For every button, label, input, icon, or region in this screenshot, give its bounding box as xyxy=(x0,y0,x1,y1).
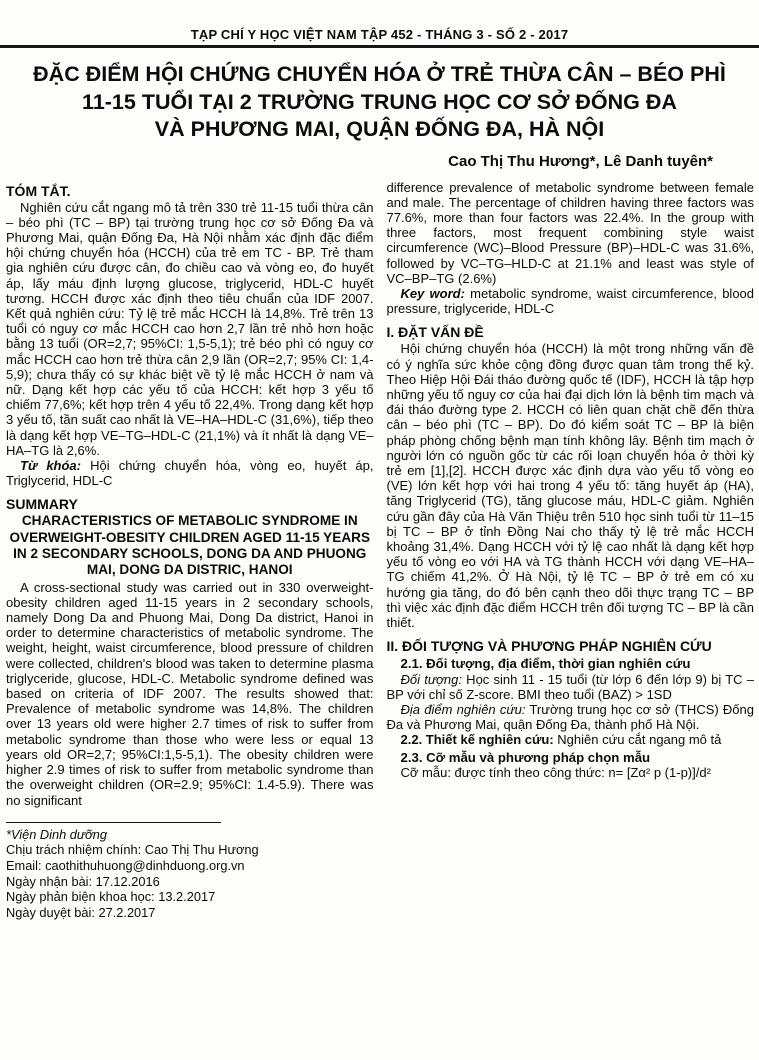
sub22-label: 2.2. Thiết kế nghiên cứu: xyxy=(400,732,554,748)
header-divider xyxy=(0,45,759,48)
journal-header: TẠP CHÍ Y HỌC VIỆT NAM TẬP 452 - THÁNG 3 - SỐ 2 - 2017 xyxy=(190,27,569,42)
key-word-label: Key word: xyxy=(400,285,465,301)
doi-tuong-text: Học sinh 11 - 15 tuổi (từ lớp 6 đến lớp 9) bị TC – BP với chỉ số Z-score. BMI theo tuổi (BAZ) > 1SD xyxy=(386,671,754,702)
authors-line: Cao Thị Thu Hương*, Lê Danh tuyên* xyxy=(448,152,713,170)
co-mau-text: được tính theo công thức: n= [Zα² p (1-p)]/d² xyxy=(450,765,711,781)
dia-diem-label: Địa điểm nghiên cứu: xyxy=(400,702,526,718)
section2-heading: II. ĐỐI TƯỢNG VÀ PHƯƠNG PHÁP NGHIÊN CỨU xyxy=(386,638,712,655)
section2-sub21: 2.1. Đối tượng, địa điểm, thời gian nghiên cứu xyxy=(400,656,691,672)
co-mau-label: Cỡ mẫu: xyxy=(400,765,451,781)
summary-heading: SUMMARY xyxy=(6,496,78,513)
affiliation: *Viện Dinh dưỡng xyxy=(6,826,107,842)
two-column-body xyxy=(0,170,759,921)
dia-diem-text: Trường trung học cơ sở (THCS) Đống Đa và Phương Mai, quận Đống Đa, thành phố Hà Nội. xyxy=(386,702,755,733)
section2-doi-tuong xyxy=(387,672,755,702)
section2-co-mau xyxy=(387,765,755,780)
footnote-line: Chịu trách nhiệm chính: Cao Thị Thu Hương xyxy=(6,842,259,858)
footnote-accepted-date: Ngày duyệt bài: 27.2.2017 xyxy=(6,904,156,920)
footnote-review-date: Ngày phản biện khoa học: 13.2.2017 xyxy=(6,889,216,905)
summary-body: A cross-sectional study was carried out in 330 overweight-obesity children aged 11-15 years in 2 secondary schools, namely Dong Da and Phuong Mai, Dong Da district, Hanoi in order to determine characteristics of metabolic syndrome. The weight, height, waist circumference, blood pressure of children were collected, children's blood was taken to determine plasma triglyceride, glucose, HDL-C. Metabolic syndrome defined was based on criteria of IDF 2007. The results showed that: Prevalence of metabolic syndrome was 14,8%. The children over 13 years old were higher 2.7 times of risk to suffer from metabolic syndrome than those who were less or equal 13 years old OR=2,7; 95%CI:1,5-5,1). The obesity children were higher 2.9 times of risk to suffer from metabolic syndrome than the overweight children (OR=2.9; 95%CI: 1.4-5.9). There was no significant xyxy=(6,579,374,808)
section2-sub23: 2.3. Cỡ mẫu và phương pháp chọn mẫu xyxy=(400,749,651,765)
article-title xyxy=(0,61,759,144)
article-title-line2: 11-15 TUỔI TẠI 2 TRƯỜNG TRUNG HỌC CƠ SỞ ĐỐNG ĐA xyxy=(82,89,677,114)
keywords-label: Từ khóa: xyxy=(20,458,81,473)
left-column xyxy=(6,180,374,921)
section2-sub22 xyxy=(387,732,755,747)
section1-body: Hội chứng chuyển hóa (HCCH) là một trong những vấn đề có ý nghĩa sức khỏe cộng đồng được quan tâm trong thế kỷ. Theo Hiệp Hội Đái tháo đường quốc tế (IDF), HCCH là tập hợp những yếu tố nguy cơ của hai đại dịch lớn là bệnh tim mạch và đái tháo đường type 2. HCCH có liên quan chặt chẽ đến thừa cân – béo phì (TC – BP). Do đó kiểm soát TC – BP là biện pháp phòng chống bệnh mạn tính không lây. Bệnh tim mạch ở người lớn có nguồn gốc từ các rối loạn chuyển hóa ở thời kỳ trẻ em [1],[2]. HCCH được xác định dựa vào yếu tố vòng eo (VE) lớn kết hợp với hai trong 4 yếu tố: tăng huyết áp (HA), tăng Triglycerid (TG), tăng glucose máu, HDL-C giảm. Nghiên cứu gần đây của Hà Văn Thiệu trên 510 học sinh tuổi từ 11–15 bị TC – BP ở tỉnh Đồng Nai cho thấy tỷ lệ trẻ mắc HCCH khoảng 31,4%. Dạng HCCH với tỷ lệ cao nhất là dạng kết hợp yếu tố vòng eo với HA và TG thành HCCH với dạng VE–HA–TG chiếm 41,2%. Ở Hà Nội, tỷ lệ TC – BP ở trẻ em có xu hướng gia tăng, do đó bên cạnh theo dõi thực trạng TC – BP thì việc xác định đặc điểm HCCH trên đối tượng TC – BP là cần thiết. xyxy=(386,341,754,631)
doi-tuong-label: Đối tượng: xyxy=(400,671,462,687)
keywords-text: Hội chứng chuyển hóa, vòng eo, huyết áp, Triglycerid, HDL-C xyxy=(6,458,374,489)
footnote-divider xyxy=(6,822,221,823)
key-word-text: metabolic syndrome, waist circumference, blood pressure, triglyceride, HDL-C xyxy=(386,285,755,317)
abstract-body: Nghiên cứu cắt ngang mô tả trên 330 trẻ 11-15 tuổi thừa cân – béo phì (TC – BP) tại trường trung học cơ sở Đống Đa và Phương Mai, quận Đống Đa, Hà Nội nhằm xác định đặc điểm hội chứng chuyển hóa (HCCH) của trẻ em TC - BP. Trẻ tham gia nghiên cứu được cân, đo chiều cao và vòng eo, đo huyết áp, lấy máu định lượng glucose, triglycerid, HDL-C huyết tương. HCCH được xác định theo tiêu chuẩn của IDF 2007. Kết quả nghiên cứu: Tỷ lệ trẻ mắc HCCH là 14,8%. Trẻ trên 13 tuổi có nguy cơ mắc HCCH cao hơn 2,7 lần trẻ nhỏ hơn hoặc bằng 13 tuổi (OR=2,7; 95%CI: 1,5-5,1); trẻ béo phì có nguy cơ mắc HCCH cao hơn trẻ thừa cân 2,9 lần (OR=2,7; 95% CI: 1,4-5,9); chưa thấy có sự khác biệt về tỷ lệ mắc HCCH ở nam và nữ. Dạng kết hợp các yếu tố của HCCH: kết hợp 3 yếu tố chiếm 77,6%; kết hợp trên 4 yếu tố 22,4%. Trong dạng kết hợp 3 yếu tố, tần suất cao nhất là VE–HA–HDL-C (31,6%), tiếp theo là dạng kết hợp VE–TG–HDL-C (21,1%) và ít nhất là dạng VE–HA–TG là 2,6%. xyxy=(6,199,374,458)
right-column xyxy=(387,180,755,781)
footnote-block xyxy=(6,822,374,921)
article-title-line1: ĐẶC ĐIỂM HỘI CHỨNG CHUYỂN HÓA Ở TRẺ THỪA CÂN – BÉO PHÌ xyxy=(33,62,726,86)
footnote-email: Email: caothithuhuong@dinhduong.org.vn xyxy=(6,857,245,873)
english-keywords xyxy=(387,286,755,316)
article-title-line3: VÀ PHƯƠNG MAI, QUẬN ĐỐNG ĐA, HÀ NỘI xyxy=(154,117,605,142)
footnote-received-date: Ngày nhận bài: 17.12.2016 xyxy=(6,873,160,889)
summary-title: CHARACTERISTICS OF METABOLIC SYNDROME IN OVERWEIGHT-OBESITY CHILDREN AGED 11-15 YEARS IN 2 SECONDARY SCHOOLS, DONG DA AND PHUONG MAI, DONG DA DISTRIC, HANOI xyxy=(9,513,371,578)
abstract-keywords xyxy=(6,458,374,488)
sub22-text: Nghiên cứu cắt ngang mô tả xyxy=(553,732,722,748)
summary-continuation: difference prevalence of metabolic syndrome between female and male. The percentage of children having three factors was 77.6%, more than four factors was 22.4%. In the group with three factors, most frequent combining style waist circumference (WC)–Blood Pressure (BP)–HDL-C was 31.6%, followed by VC–TG–HLD-C at 21.1% and least was style of VC–BP–TG (2.6%) xyxy=(386,179,754,286)
section2-dia-diem xyxy=(387,702,755,732)
section1-heading: I. ĐẶT VẤN ĐỀ xyxy=(386,324,484,341)
abstract-heading: TÓM TẮT. xyxy=(6,182,71,199)
